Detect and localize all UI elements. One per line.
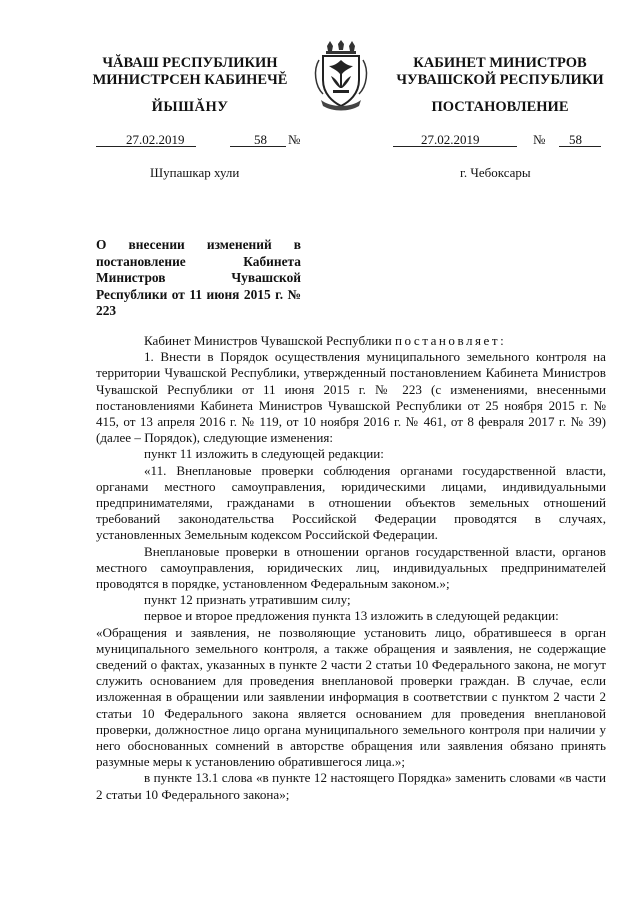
coat-of-arms-icon: [309, 40, 373, 112]
date-right: 27.02.2019: [421, 132, 480, 147]
intro-paragraph: [96, 333, 606, 349]
place-russian: г. Чебоксары: [460, 165, 531, 180]
header-chuvash: [90, 55, 290, 89]
header-right-line2: ЧУВАШСКОЙ РЕСПУБЛИКИ: [396, 72, 604, 88]
intro-decree-word: постановляет:: [395, 333, 507, 348]
document-subject: О внесении изменений в постановление Кабинета Министров Чувашской Республики от 11 июня 2015 г. № 223: [96, 237, 301, 318]
doc-type-russian: ПОСТАНОВЛЕНИЕ: [431, 99, 569, 115]
header-right-line1: КАБИНЕТ МИНИСТРОВ: [413, 55, 587, 71]
date-number-chuvash: [96, 132, 308, 148]
document-body: [96, 333, 606, 803]
body-paragraph: первое и второе предложения пункта 13 изложить в следующей редакции:: [144, 608, 559, 624]
body-paragraph: 1. Внести в Порядок осуществления муниципального земельного контроля на территории Чувашской Республики, утвержденный постановлением Кабинета Министров Чувашской Республики от 11 июня 2015 г. № 223 (с изменениями, внесенными постановлениями Кабинета Министров Чувашской Республики от 25 ноября 2015 г. № 415, от 13 апреля 2016 г. № 119, от 10 ноября 2016 г. № 461, от 8 февраля 2017 г. № 39) (далее – Порядок), следующие изменения:: [96, 349, 606, 446]
intro-lead: Кабинет Министров Чувашской Республики: [144, 333, 396, 348]
number-right: 58: [569, 132, 582, 147]
number-sign-right: №: [533, 132, 546, 147]
doc-type-chuvash: ЙЫШĂНУ: [151, 99, 229, 115]
header-left-line1: ЧĂВАШ РЕСПУБЛИКИН: [102, 55, 278, 71]
body-paragraph: Внеплановые проверки в отношении органов государственной власти, органов местного самоуправления, юридических лиц, индивидуальных предпринимателей проводятся в порядке, установленном Федеральным законом.»;: [96, 543, 606, 592]
body-paragraph: «Обращения и заявления, не позволяющие установить лицо, обратившееся в орган муниципального земельного контроля, а также обращения и заявления, не содержащие сведений о фактах, указанных в пункте 2 части 2 статьи 10 Федерального закона, не могут служить основанием для проведения внеплановой проверки граждан. В случае, если изложенная в обращении или заявлении информация в соответствии с пунктом 2 части 2 статьи 10 Федерального закона является основанием для проведения внеплановой проверки, должностное лицо органа муниципального земельного контроля при наличии у него обоснованных сомнений в авторстве обращения или заявления обязано принять разумные меры к установлению обратившегося лица.»;: [96, 624, 606, 770]
number-sign-left: №: [288, 132, 301, 147]
date-left: 27.02.2019: [126, 132, 185, 147]
body-paragraph: «11. Внеплановые проверки соблюдения органами государственной власти, органами местного самоуправления, юридическими лицами, индивидуальными предпринимателями, гражданами в отношении объектов земельных отношений требований законодательства Российской Федерации проводятся в случаях, установленных Земельным кодексом Российской Федерации.: [96, 462, 606, 543]
header-russian: [385, 55, 615, 89]
body-paragraph: пункт 12 признать утратившим силу;: [144, 592, 351, 608]
place-chuvash: Шупашкар хули: [150, 165, 240, 180]
body-paragraph: в пункте 13.1 слова «в пункте 12 настоящего Порядка» заменить словами «в части 2 статьи 10 Федерального закона»;: [96, 770, 606, 802]
header-left-line2: МИНИСТРСЕН КАБИНЕЧĔ: [92, 72, 288, 88]
body-paragraph: пункт 11 изложить в следующей редакции:: [144, 446, 384, 462]
number-left: 58: [254, 132, 267, 147]
date-number-russian: [393, 132, 605, 148]
